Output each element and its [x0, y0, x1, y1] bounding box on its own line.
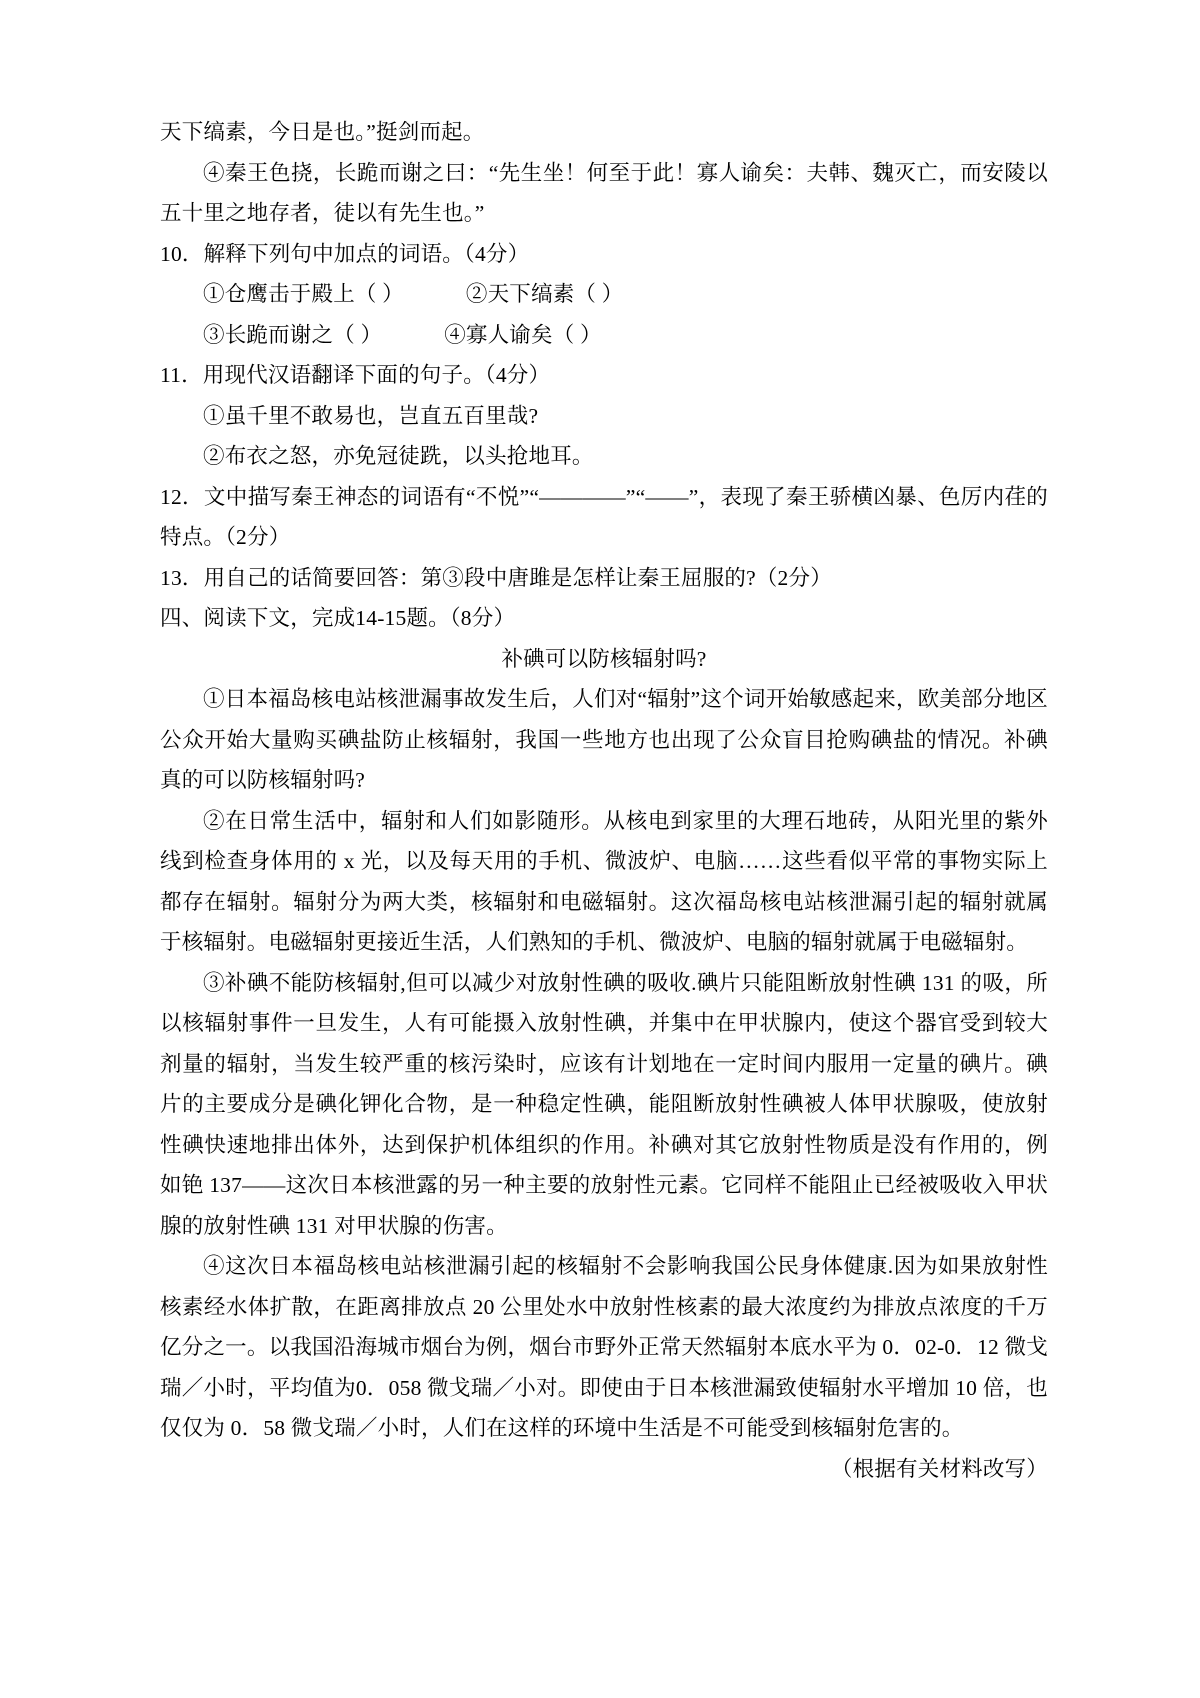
- option-item: ①仓鹰击于殿上（ ）: [203, 282, 404, 306]
- question-10-options-row1: [160, 274, 1048, 315]
- question-10-options-row2: [160, 315, 1048, 356]
- article-title: 补碘可以防核辐射吗?: [501, 646, 707, 671]
- paragraph-text: ④秦王色挠，长跪而谢之曰：“先生坐！何至于此！寡人谕矣：夫韩、魏灭亡，而安陵以五十里之地存者，徒以有先生也。”: [160, 160, 1048, 225]
- paragraph-text: 天下缟素，今日是也。”挺剑而起。: [160, 120, 485, 144]
- question-11-sub1: ①虽千里不敢易也，岂直五百里哉?: [203, 403, 539, 428]
- option-item: ④寡人谕矣（ ）: [444, 322, 602, 347]
- question-11: 11．用现代汉语翻译下面的句子。（4分）: [160, 363, 551, 387]
- article-paragraph-3: ③补碘不能防核辐射,但可以减少对放射性碘的吸收.碘片只能阻断放射性碘 131 的吸，所以核辐射事件一旦发生，人有可能摄入放射性碘，并集中在甲状腺内，使这个器官受到较大剂量的辐射，当发生较严重的核污染时，应该有计划地在一定时间内服用一定量的碘片。碘片的主要成分是碘化钾化合物，是一种稳定性碘，能阻断放射性碘被人体甲状腺吸，使放射性碘快速地排出体外，达到保护机体组织的作用。补碘对其它放射性物质是没有作用的，例如铯 137——这次日本核泄露的另一种主要的放射性元素。它同样不能阻止已经被吸收入甲状腺的放射性碘 131 对甲状腺的伤害。: [160, 970, 1048, 1238]
- option-item: ②天下缟素（ ）: [465, 282, 624, 306]
- question-10: 10．解释下列句中加点的词语。（4分）: [160, 241, 530, 266]
- article-paragraph-1: ①日本福岛核电站核泄漏事故发生后，人们对“辐射”这个词开始敏感起来，欧美部分地区公众开始大量购买碘盐防止核辐射，我国一些地方也出现了公众盲目抢购碘盐的情况。补碘真的可以防核辐射吗?: [160, 687, 1048, 792]
- question-13: 13．用自己的话简要回答：第③段中唐雎是怎样让秦王屈服的?（2分）: [160, 565, 832, 590]
- option-item: ③长跪而谢之（ ）: [203, 322, 383, 347]
- question-11-sub2: ②布衣之怒，亦免冠徒跣，以头抢地耳。: [203, 444, 594, 468]
- article-paragraph-4: ④这次日本福岛核电站核泄漏引起的核辐射不会影响我国公民身体健康.因为如果放射性核素经水体扩散，在距离排放点 20 公里处水中放射性核素的最大浓度约为排放点浓度的千万亿分之一。以我国沿海城市烟台为例，烟台市野外正常天然辐射本底水平为 0．02-0．12 微戈瑞／小时，平均值为0．058 微戈瑞／小对。即使由于日本核泄漏致使辐射水平增加 10 倍，也仅仅为 0．58 微戈瑞／小时，人们在这样的环境中生活是不可能受到核辐射危害的。: [160, 1254, 1048, 1440]
- article-paragraph-2: ②在日常生活中，辐射和人们如影随形。从核电到家里的大理石地砖，从阳光里的紫外线到检查身体用的 x 光，以及每天用的手机、微波炉、电脑……这些看似平常的事物实际上都存在辐射。辐射分为两大类，核辐射和电磁辐射。这次福岛核电站核泄漏引起的辐射就属于核辐射。电磁辐射更接近生活，人们熟知的手机、微波炉、电脑的辐射就属于电磁辐射。: [160, 808, 1048, 954]
- section-heading-four: 四、阅读下文，完成14-15题。（8分）: [160, 606, 516, 630]
- article-source: （根据有关材料改写）: [830, 1456, 1048, 1481]
- document-body: [160, 112, 1048, 1489]
- question-12: 12．文中描写秦王神态的词语有“不悦”“————”“——”，表现了秦王骄横凶暴、色厉内荏的特点。（2分）: [160, 484, 1048, 549]
